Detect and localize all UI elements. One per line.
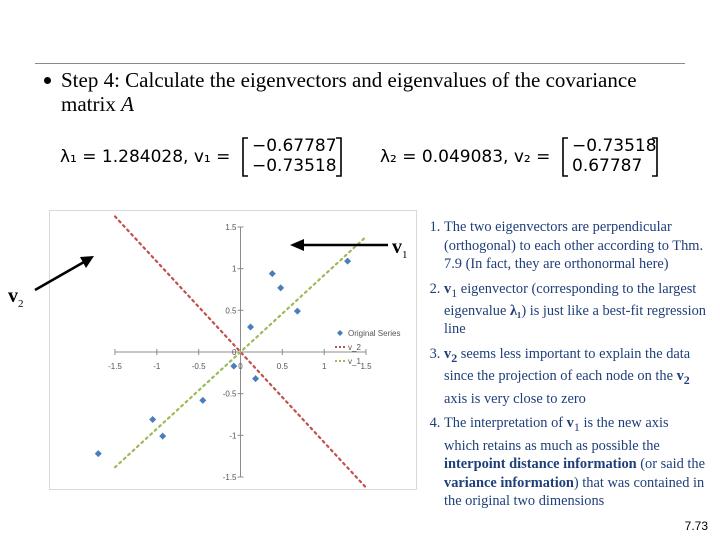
v1-entry-2: −0.73518 <box>252 156 337 176</box>
lambda2-label: λ₂ = 0.049083, v₂ = <box>380 147 551 167</box>
note-4-v: v <box>566 415 574 432</box>
y-tick-label: 0.5 <box>225 306 237 316</box>
note-2 <box>444 280 706 339</box>
y-tick-label: -1 <box>229 431 237 441</box>
lambda1-label: λ₁ = 1.284028, v₁ = <box>60 147 231 167</box>
note-3-text-a: seems less important to explain the data since the projection of each node on the <box>444 345 691 385</box>
page-number: 7.73 <box>684 519 708 533</box>
v2-entry-2: 0.67787 <box>572 156 643 176</box>
v1-entry-1: −0.67787 <box>252 136 337 156</box>
note-2-text-b: ) is just like a best-fit regression line <box>444 302 706 338</box>
note-3-v: v <box>444 345 452 362</box>
note-4-bold-2: variance information <box>444 474 574 491</box>
y-tick-label: 1.5 <box>225 223 237 232</box>
y-tick-label: 1 <box>232 264 237 274</box>
x-tick-label: 0.5 <box>276 362 288 371</box>
note-3-v2-sub: 2 <box>683 373 690 388</box>
note-4-text-b: is the new axis which retains as much as possible the <box>444 415 669 454</box>
note-3-v2: v <box>676 368 684 385</box>
note-3 <box>444 345 706 408</box>
note-3-v-sub: 2 <box>451 350 458 365</box>
note-4-text-a: The interpretation of <box>444 415 567 432</box>
note-2-v-sub: 1 <box>451 285 458 300</box>
legend-label: Original Series <box>348 329 401 338</box>
v2-axis-label-letter: v <box>8 285 18 307</box>
note-2-v: v <box>444 280 452 297</box>
legend-label: v_1 <box>348 357 361 366</box>
x-tick-label: 1 <box>321 362 327 371</box>
v2-entry-1: −0.73518 <box>572 136 657 156</box>
note-4-bold-1: interpoint distance information <box>444 456 637 472</box>
v1-axis-label-letter: v <box>392 236 402 258</box>
note-2-lambda: λ₁ <box>509 302 522 319</box>
note-4-v-sub: 1 <box>573 420 580 434</box>
legend-label: v_2 <box>348 343 361 352</box>
note-4-text-c: (or said the <box>636 456 706 472</box>
x-tick-label: 1.5 <box>360 362 372 371</box>
x-tick-label: 0 <box>238 362 243 371</box>
y-tick-label: -0.5 <box>222 389 237 399</box>
note-3-text-b: axis is very close to zero <box>444 390 586 407</box>
x-tick-label: -0.5 <box>191 362 206 371</box>
v2-arrow-icon <box>35 256 94 290</box>
matrix-variable: A <box>121 92 134 116</box>
notes-list <box>424 218 706 517</box>
y-tick-label: -1.5 <box>222 473 237 482</box>
note-2-text-a: eigenvector (corresponding to the largest eigenvalue <box>444 280 697 319</box>
v1-axis-label-sub: 1 <box>402 249 408 261</box>
step-text-main: Step 4: Calculate the eigenvectors and eigenvalues of the covariance matrix <box>61 68 637 116</box>
note-1-text: The two eigenvectors are perpendicular (orthogonal) to each other according to Thm. 7.9 (In fact, they are orthonormal here) <box>444 219 704 272</box>
note-4 <box>444 414 706 510</box>
x-tick-label: -1 <box>153 362 161 371</box>
x-tick-label: -1.5 <box>108 362 122 371</box>
note-1 <box>444 218 706 274</box>
v2-axis-label-sub: 2 <box>18 298 24 310</box>
note-4-text-d: ) that was contained in the original two dimensions <box>444 474 705 509</box>
y-tick-label: 0 <box>232 348 237 357</box>
v1-arrow-icon <box>290 239 388 251</box>
